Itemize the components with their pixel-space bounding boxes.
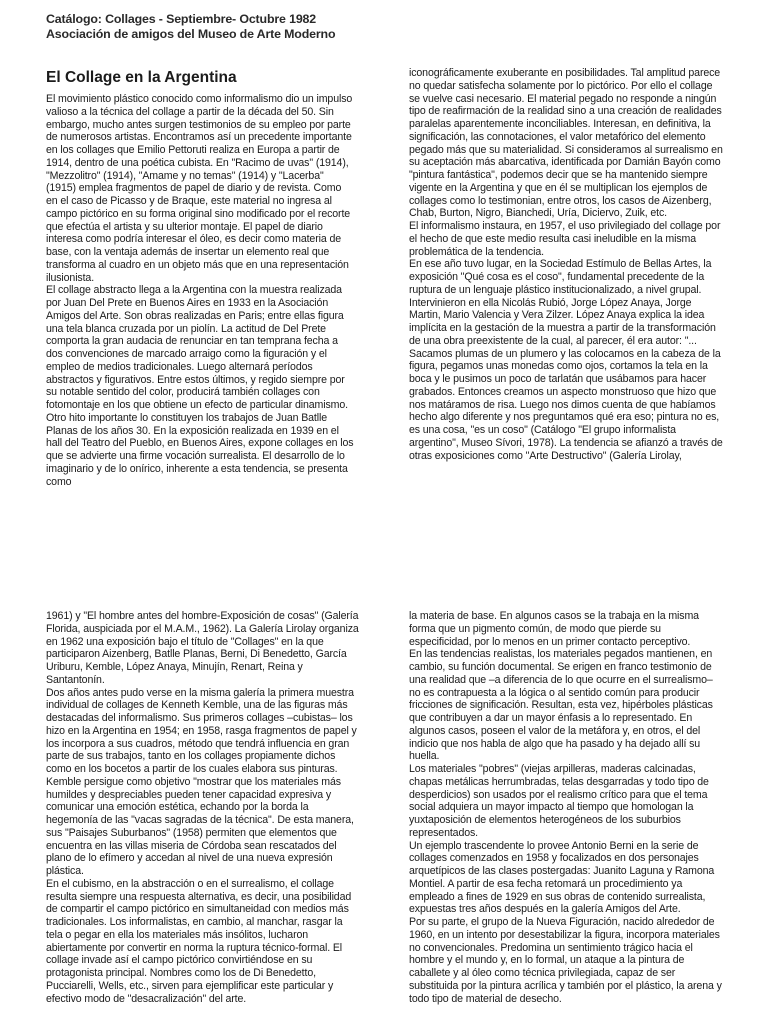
text-column-top-right xyxy=(409,67,723,513)
paragraph: Dos años antes pudo verse en la misma galería la primera muestra individual de collages de Kenneth Kemble, una de las figuras más destacadas del informalismo. Sus primeros collages –cubistas– los hizo en la Argentina en 1954; en 1958, rasga fragmentos de papel y los incorpora a sus cuadros, método que tendrá influencia en gran parte de sus trabajos, tanto en los collages propiamente dichos como en los bocetos a partir de los cuales elabora sus pinturas. xyxy=(46,686,357,775)
paragraph: Por su parte, el grupo de la Nueva Figuración, nacido alrededor de 1960, en un intento por desestabilizar la figura, incorpora materiales no convencionales. Predomina un sentimiento trágico hacia el hombre y el mundo y, en lo formal, un ataque a la pintura de caballete y al óleo como técnica privilegiada, capaz de ser substituida por la pintura acrílica y también por el plástico, la arena y todo tipo de material de desecho. xyxy=(409,916,722,1005)
paragraph: Kemble persigue como objetivo "mostrar que los materiales más humildes y despreciables pueden tener capacidad expresiva y comunicar una emoción estética, echando por la borda la hegemonía de las "vacas sagradas de la técnica". De esta manera, sus "Paisajes Suburbanos" (1958) permiten que elementos que encuentra en las villas miseria de Córdoba sean rescatados del plano de lo efímero y accedan al nivel de una nueva expresión plástica. xyxy=(46,775,354,877)
paragraph: Otro hito importante lo constituyen los trabajos de Juan Batlle Planas de los años 30. En la exposición realizada en 1939 en el hall del Teatro del Pueblo, en Buenos Aires, expone collages en los que se advierte una firme vocación surrealista. El desarrollo de lo imaginario y de lo onírico, inherente a esta tendencia, se presenta como xyxy=(46,411,354,488)
text-column-top-left xyxy=(46,68,354,510)
paragraph: En el cubismo, en la abstracción o en el surrealismo, el collage resulta siempre una respuesta alternativa, es decir, una posibilidad de compartir el campo pictórico en simultaneidad con medios más tradicionales. Los informalistas, en cambio, al manchar, rasgar la tela o pegar en ella los materiales más insólitos, lucharon abiertamente por convertir en norma la ruptura técnico-formal. El collage invade así el campo pictórico convirtiéndose en su protagonista principal. Nombres como los de Di Benedetto, Pucciarelli, Wells, etc., sirven para ejemplificar este particular y efectivo modo de "desacralización" del arte. xyxy=(46,877,352,1005)
paragraph: El informalismo instaura, en 1957, el uso privilegiado del collage por el hecho de que este medio resulta casi ineludible en la misma problemática de la tendencia. xyxy=(409,220,721,258)
text-column-bottom-left xyxy=(46,610,360,1024)
paragraph: la materia de base. En algunos casos se la trabaja en la misma forma que un pigmento común, de modo que pierde su especificidad, por lo menos en un primer contacto perceptivo. xyxy=(409,610,699,648)
paragraph: En ese año tuvo lugar, en la Sociedad Estímulo de Bellas Artes, la exposición "Qué cosa es el coso", fundamental precedente de la ruptura de un lenguaje plástico institucionalizado, a nivel grupal. Intervinieron en ella Nicolás Rubió, Jorge López Anaya, Jorge Martin, Mario Valencia y Vera Zilzer. López Anaya explica la idea implícita en la gestación de la muestra a partir de la transformación de una obra preexistente de la cual, al parecer, él era autor: "... Sacamos plumas de un plumero y las colocamos en la cabeza de la figura, pegamos unas monedas como ojos, cortamos la tela en la boca y le pusimos un poco de tarlatán que usábamos para hacer grabados. Entonces creamos un aspecto monstruoso que hizo que nos matáramos de risa. Luego nos dimos cuenta de que habíamos hecho algo diferente y nos preguntamos qué era eso; pintura no es, es una cosa, "es un coso" (Catálogo "El grupo informalista argentino", Museo Sívori, 1978). La tendencia se afianzó a través de otras exposiciones como "Arte Destructivo" (Galería Lirolay, xyxy=(409,258,723,462)
paragraph: iconográficamente exuberante en posibilidades. Tal amplitud parece no quedar satisfecha solamente por lo pictórico. Por ello el collage se vuelve casi necesario. El material pegado no responde a ningún tipo de reafirmación de la realidad sino a una creación de realidades paralelas aparentemente inconciliables. Interesan, en definitiva, la significación, las connotaciones, el valor metafórico del elemento pegado más que su materialidad. Si consideramos al surrealismo en su aceptación más abarcativa, identificada por Damián Bayón como "pintura fantástica", podemos decir que se ha mantenido siempre vigente en la Argentina y que en él se multiplican los ejemplos de collages como lo testimonian, entre otros, los casos de Aizenberg, Chab, Burton, Nigro, Bianchedi, Uría, Diciervo, Zuik, etc. xyxy=(409,67,723,220)
paragraph: En las tendencias realistas, los materiales pegados mantienen, en cambio, su función documental. Se erigen en franco testimonio de una realidad que –a diferencia de lo que ocurre en el surrealismo– no es contrapuesta a la lógica o al sentido común para producir fricciones de significación. Resultan, esta vez, hipérboles plásticas que contribuyen a dar un mayor énfasis a lo representado. En algunos casos, poseen el valor de la metáfora y, en otros, el del indicio que nos habla de algo que ha pasado y ha dejado allí su huella. xyxy=(409,648,713,763)
paragraph: 1961) y "El hombre antes del hombre-Exposición de cosas" (Galería Florida, auspiciada por el M.A.M., 1962). La Galería Lirolay organiza en 1962 una exposición bajo el título de "Collages" en la que participaron Aizenberg, Batlle Planas, Berni, Di Benedetto, García Uriburu, Kemble, López Anaya, Minujín, Renart, Reina y Santantonín. xyxy=(46,610,359,686)
article-title: El Collage en la Argentina xyxy=(46,69,237,86)
catalog-title: Catálogo: Collages - Septiembre- Octubre 1982 xyxy=(46,12,317,26)
catalog-subtitle: Asociación de amigos del Museo de Arte Moderno xyxy=(46,27,336,41)
paragraph: El collage abstracto llega a la Argentina con la muestra realizada por Juan Del Prete en Buenos Aires en 1933 en la Asociación Amigos del Arte. Son obras realizadas en Paris; entre ellas figura una tela blanca cruzada por un piolín. La actitud de Del Prete comporta la gran audacia de renunciar en tan temprana fecha a dos convenciones de marcado arraigo como la figuración y el empleo de medios tradicionales. Luego alternará períodos abstractos y figurativos. Entre estos últimos, y regido siempre por su notable sentido del color, producirá también collages con fotomontaje en los que obtiene un efecto de particular dinamismo. xyxy=(46,284,348,411)
paragraph: Un ejemplo trascendente lo provee Antonio Berni en la serie de collages comenzados en 1958 y focalizados en dos personajes arquetípicos de las clases postergadas: Juanito Laguna y Ramona Montiel. A partir de esa fecha retomará un procedimiento ya empleado a fines de 1929 en sus obras de contenido surrealista, expuestas tres años después en la galería Amigos del Arte. xyxy=(409,839,715,916)
text-column-bottom-right xyxy=(409,610,723,1024)
paragraph: El movimiento plástico conocido como informalismo dio un impulso valioso a la técnica del collage a partir de la década del 50. Sin embargo, mucho antes surgen testimonios de su empleo por parte de numerosos artistas. Encontramos así un precedente importante en los collages que Emilio Pettoruti realiza en Europa a partir de 1914, dentro de una poética cubista. En "Racimo de uvas" (1914), "Mezzolitro" (1914), "Amame y no temas" (1914) y "Lacerba" (1915) emplea fragmentos de papel de diario y de revista. Como en el caso de Picasso y de Braque, este material no ingresa al campo pictórico en su forma original sino modificado por el recorte que efectúa el artista y su ulterior montaje. El papel de diario interesa como podría interesar el óleo, es decir como materia de base, con la ventaja además de insertar un elemento real que transforma al cuadro en un objeto más que en una representación ilusionista. xyxy=(46,93,353,284)
paragraph: Los materiales "pobres" (viejas arpilleras, maderas calcinadas, chapas metálicas herrumbradas, telas desgarradas y todo tipo de desperdicios) son usados por el realismo crítico para que el tema social adquiera un mayor impacto al tiempo que homologan la yuxtaposición de elementos heterogéneos de los suburbios representados. xyxy=(409,763,709,839)
